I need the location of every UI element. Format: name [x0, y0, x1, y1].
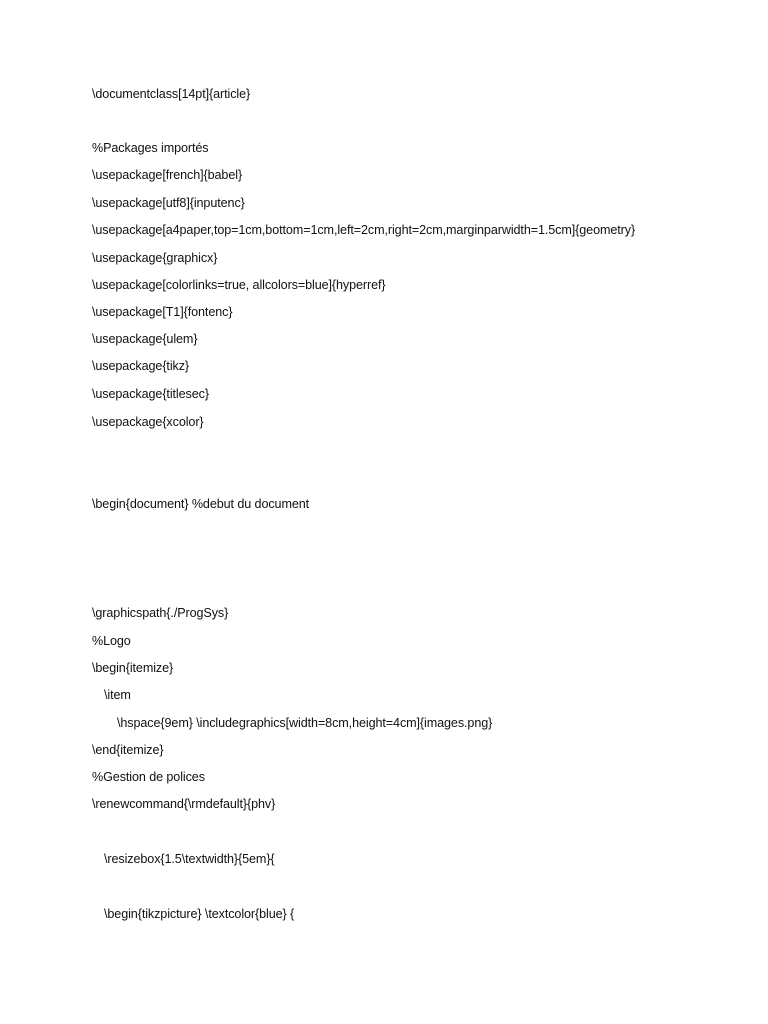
comment-packages-line: %Packages importés [92, 141, 209, 155]
usepackage-fontenc-line: \usepackage[T1]{fontenc} [92, 305, 233, 319]
begin-tikzpicture-line: \begin{tikzpicture} \textcolor{blue} { [104, 907, 295, 921]
graphicspath-line: \graphicspath{./ProgSys} [92, 606, 229, 620]
usepackage-titlesec-line: \usepackage{titlesec} [92, 387, 209, 401]
usepackage-graphicx-line: \usepackage{graphicx} [92, 251, 218, 265]
usepackage-hyperref-line: \usepackage[colorlinks=true, allcolors=blue]{hyperref} [92, 278, 386, 292]
begin-document-line: \begin{document} %debut du document [92, 497, 310, 511]
resizebox-line: \resizebox{1.5\textwidth}{5em}{ [104, 852, 275, 866]
documentclass-line: \documentclass[14pt]{article} [92, 87, 251, 101]
usepackage-babel-line: \usepackage[french]{babel} [92, 168, 243, 182]
includegraphics-line: \hspace{9em} \includegraphics[width=8cm,height=4cm]{images.png} [117, 716, 493, 730]
usepackage-xcolor-line: \usepackage{xcolor} [92, 415, 204, 429]
begin-itemize-line: \begin{itemize} [92, 661, 174, 675]
usepackage-tikz-line: \usepackage{tikz} [92, 359, 190, 373]
end-itemize-line: \end{itemize} [92, 743, 164, 757]
usepackage-ulem-line: \usepackage{ulem} [92, 332, 198, 346]
item-line: \item [104, 688, 131, 702]
renewcommand-line: \renewcommand{\rmdefault}{phv} [92, 797, 276, 811]
usepackage-inputenc-line: \usepackage[utf8]{inputenc} [92, 196, 245, 210]
usepackage-geometry-line: \usepackage[a4paper,top=1cm,bottom=1cm,left=2cm,right=2cm,marginparwidth=1.5cm]{geometry} [92, 223, 636, 237]
comment-polices-line: %Gestion de polices [92, 770, 205, 784]
comment-logo-line: %Logo [92, 634, 131, 648]
